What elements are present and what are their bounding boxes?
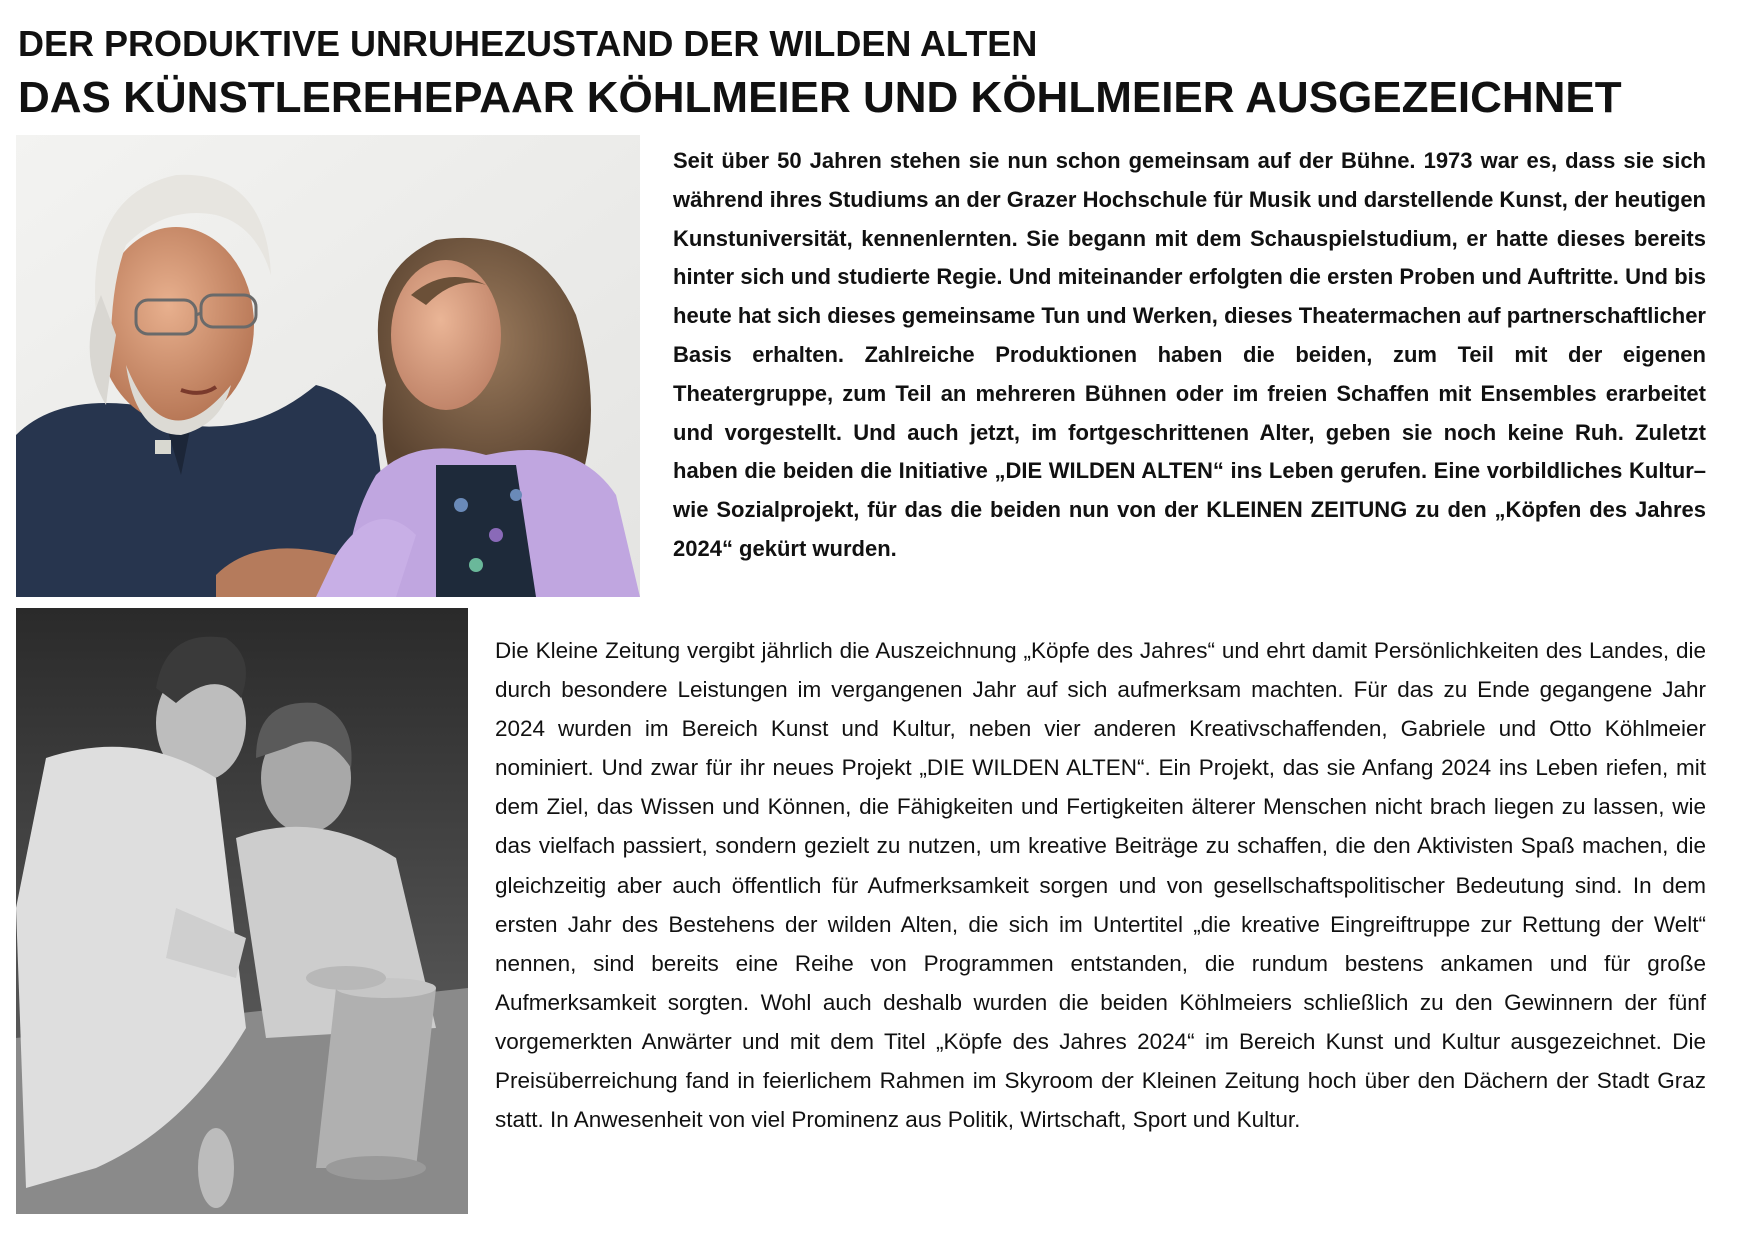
article-lead: Seit über 50 Jahren stehen sie nun schon gemeinsam auf der Bühne. 1973 war es, dass sie sich während ihres Studiums an der Grazer Hochschule für Musik und darstellende Kunst, der heutigen Kunstuniversität, kennenlernten. Sie begann mit dem Schauspielstudium, er hatte dieses bereits hinter sich und studierte Regie. Und miteinander erfolgten die ersten Proben und Auftritte. Und bis heute hat sich dieses gemeinsame Tun und Werken, dieses Theatermachen auf partnerschaftlicher Basis erhalten. Zahlreiche Produktionen haben die beiden, zum Teil mit der eigenen Theatergruppe, zum Teil an mehreren Bühnen oder im freien Schaffen mit Ensembles erarbeitet und vorgestellt. Und auch jetzt, im fortgeschrittenen Alter, geben sie noch keine Ruh. Zuletzt haben die beiden die Initiative „DIE WILDEN ALTEN“ ins Leben gerufen. Eine vorbildliches Kultur– wie Sozialprojekt, für das die beiden nun von der KLEINEN ZEITUNG zu den „Köpfen des Jahres 2024“ gekürt wurden. [673, 148, 1706, 561]
stage-archive-photo [16, 608, 468, 1214]
article-body: Die Kleine Zeitung vergibt jährlich die Auszeichnung „Köpfe des Jahres“ und ehrt damit Persönlichkeiten des Landes, die durch besondere Leistungen im vergangenen Jahr auf sich aufmerksam machten. Für das zu Ende gegangene Jahr 2024 wurden im Bereich Kunst und Kultur, neben vier anderen Kreativschaffenden, Gabriele und Otto Köhlmeier nominiert. Und zwar für ihr neues Projekt „DIE WILDEN ALTEN“. Ein Projekt, das sie Anfang 2024 ins Leben riefen, mit dem Ziel, das Wissen und Können, die Fähigkeiten und Fertigkeiten älterer Menschen nicht brach liegen zu lassen, wie das vielfach passiert, sondern gezielt zu nutzen, um kreative Beiträge zu schaffen, die den Aktivisten Spaß machen, die gleichzeitig aber auch öffentlich für Aufmerksamkeit sorgen und von gesellschaftspolitischer Bedeutung sind. In dem ersten Jahr des Bestehens der wilden Alten, die sich im Untertitel „die kreative Eingreiftruppe zur Rettung der Welt“ nennen, sind bereits eine Reihe von Programmen entstanden, die rundum bestens ankamen und für große Aufmerksamkeit sorgten. Wohl auch deshalb wurden die beiden Köhlmeiers schließlich zu den Gewinnern der fünf vorgemerkten Anwärter und mit dem Titel „Köpfe des Jahres 2024“ im Bereich Kunst und Kultur ausgezeichnet. Die Preisüberreichung fand in feierlichem Rahmen im Skyroom der Kleinen Zeitung hoch über den Dächern der Stadt Graz statt. In Anwesenheit von viel Prominenz aus Politik, Wirtschaft, Sport und Kultur. [495, 638, 1706, 1133]
couple-portrait-photo [16, 135, 640, 597]
article-headline: DAS KÜNSTLEREHEPAAR KÖHLMEIER UND KÖHLMEIER AUSGEZEICHNET [18, 73, 1622, 122]
article-kicker: DER PRODUKTIVE UNRUHEZUSTAND DER WILDEN ALTEN [18, 23, 1038, 64]
